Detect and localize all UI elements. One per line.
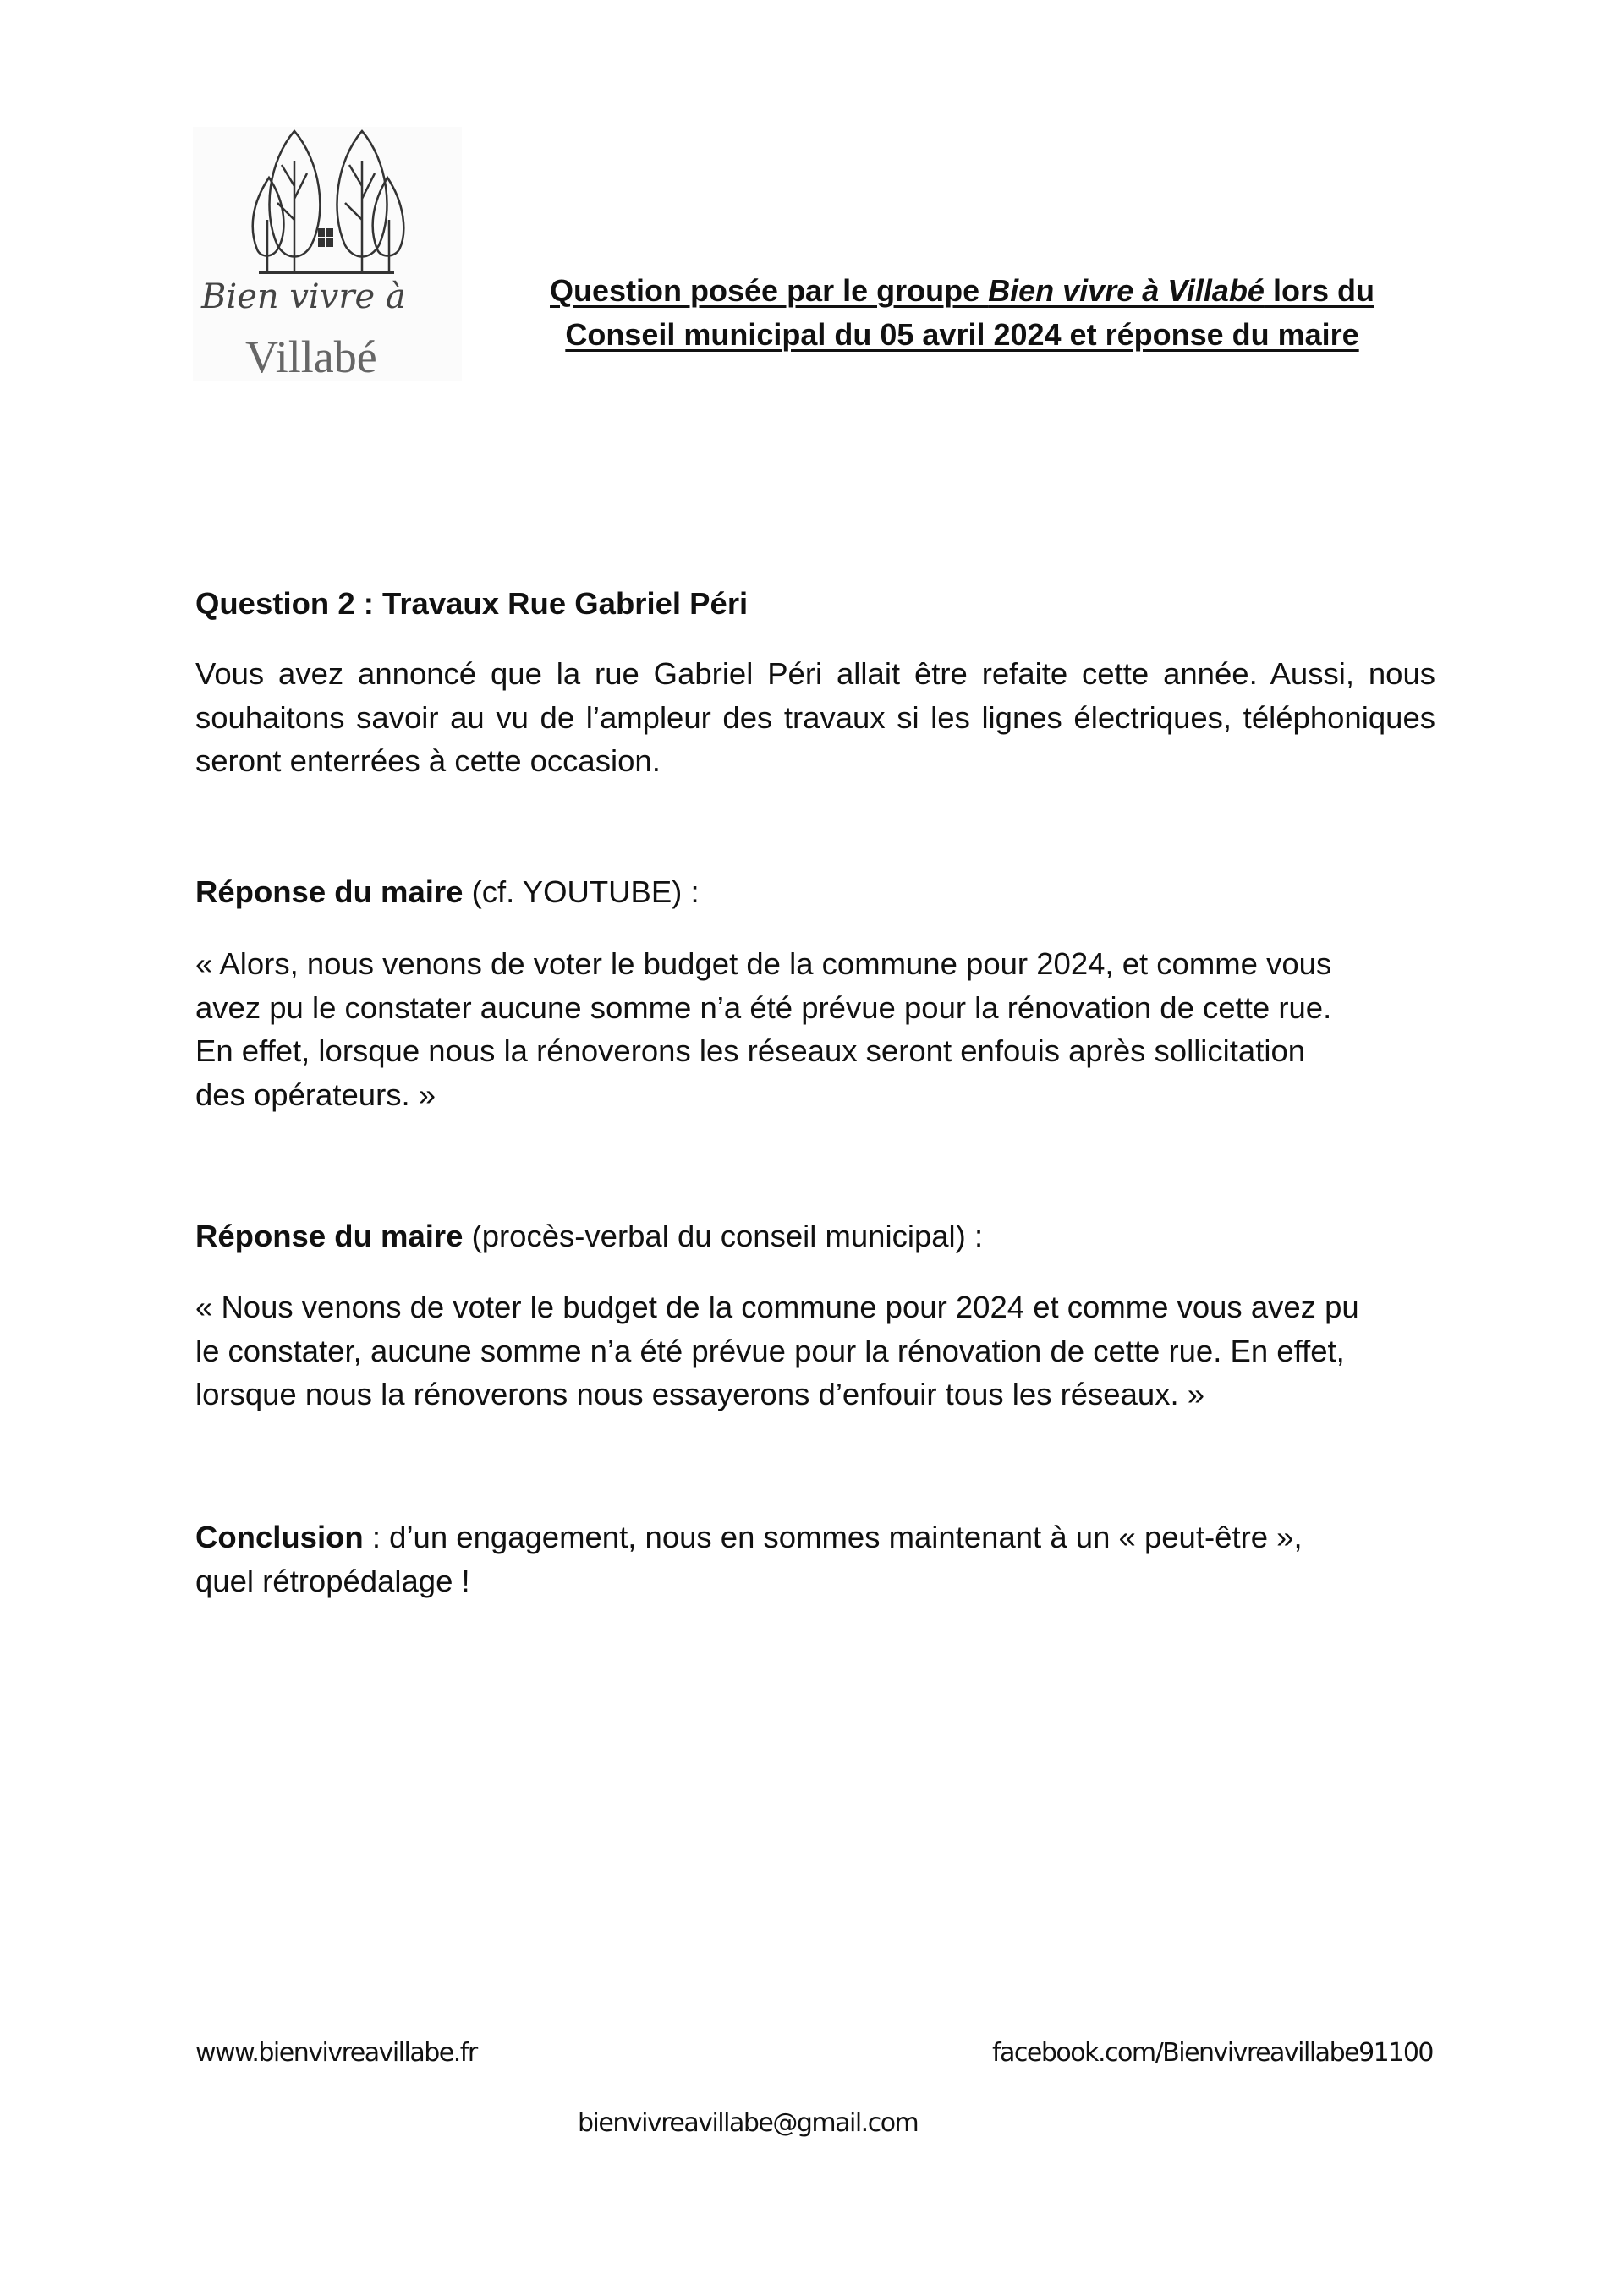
- quote-line: le constater, aucune somme n’a été prévue pour la rénovation de cette rue. En effet,: [195, 1333, 1345, 1368]
- response-source: (cf. YOUTUBE) :: [463, 874, 700, 909]
- response-pv-quote: [195, 1285, 1435, 1417]
- response-youtube-label: [195, 870, 1435, 914]
- conclusion: [195, 1515, 1435, 1603]
- question-text: Vous avez annoncé que la rue Gabriel Péri allait être refaite cette année. Aussi, nous souhaitons savoir au vu de l’ampleur des travaux si les lignes électriques, téléphoniques seront enterrées à cette occasion.: [195, 656, 1435, 778]
- title-group-name: Bien vivre à Villabé: [988, 273, 1265, 308]
- quote-line: « Alors, nous venons de voter le budget de la commune pour 2024, et comme vous: [195, 946, 1332, 981]
- question-heading: [195, 582, 1435, 626]
- quote-line: avez pu le constater aucune somme n’a été prévue pour la rénovation de cette rue.: [195, 989, 1332, 1025]
- response-label: Réponse du maire: [195, 874, 464, 909]
- conclusion-label: Conclusion: [195, 1520, 364, 1554]
- quote-line: « Nous venons de voter le budget de la commune pour 2024 et comme vous avez pu: [195, 1290, 1359, 1324]
- response-pv-label: [195, 1214, 1435, 1258]
- title-prefix: Question posée par le groupe: [550, 273, 989, 308]
- title-line-1: [550, 273, 1374, 308]
- logo-script-text: Bien vivre à: [201, 277, 406, 316]
- title-suffix: lors du: [1264, 273, 1374, 308]
- question-title: Question 2 : Travaux Rue Gabriel Péri: [195, 586, 749, 621]
- document-title: [474, 269, 1451, 357]
- logo: [193, 127, 462, 381]
- conclusion-text: quel rétropédalage !: [195, 1563, 470, 1598]
- title-line-2: Conseil municipal du 05 avril 2024 et réponse du maire: [565, 317, 1359, 352]
- trees-house-logo-icon: [193, 127, 462, 381]
- footer-website[interactable]: www.bienvivreavillabe.fr: [195, 2038, 477, 2068]
- footer-facebook[interactable]: facebook.com/Bienvivreavillabe91100: [991, 2038, 1433, 2068]
- footer-email[interactable]: bienvivreavillabe@gmail.com: [578, 2108, 919, 2138]
- quote-line: En effet, lorsque nous la rénoverons les réseaux seront enfouis après sollicitation: [195, 1033, 1306, 1068]
- quote-line: lorsque nous la rénoverons nous essayerons d’enfouir tous les réseaux. »: [195, 1377, 1205, 1411]
- quote-line: des opérateurs. »: [195, 1077, 436, 1112]
- response-label: Réponse du maire: [195, 1219, 464, 1253]
- logo-name-text: Villabé: [245, 332, 377, 381]
- conclusion-text: : d’un engagement, nous en sommes maintenant à un « peut-être »,: [363, 1520, 1303, 1554]
- response-source: (procès-verbal du conseil municipal) :: [463, 1219, 984, 1253]
- question-body: [195, 652, 1435, 783]
- response-youtube-quote: [195, 942, 1435, 1116]
